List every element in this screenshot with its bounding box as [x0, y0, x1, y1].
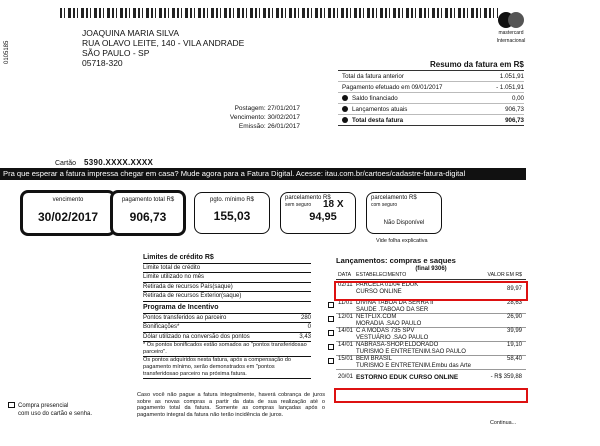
total-payment-box — [110, 190, 186, 236]
receipt-icon — [328, 302, 334, 308]
highlight-installment — [334, 281, 528, 301]
row-date: 11/01 — [338, 300, 353, 306]
summary-label: Saldo financiado — [352, 95, 398, 102]
box-sublabel: sem seguro — [285, 201, 312, 208]
row-value: 89,97 — [506, 286, 522, 292]
table-row — [336, 356, 526, 370]
interest-notice: Caso você não pague a fatura integralmente, haverá cobrança de juros sobre as novas compras a partir da data de sua realização até o pagamento total da fatura. Somente as compras lançadas após o pagamento integral da fatura não terão incidência de juros. — [137, 392, 325, 418]
row-establishment: ESTORNO EDUK CURSO ONLINE — [356, 374, 459, 381]
min-payment-box — [194, 192, 270, 234]
card-final: (final 9306) — [415, 266, 447, 272]
postal-barcode — [60, 8, 498, 18]
table-row — [336, 374, 526, 386]
in-person-purchase-legend — [8, 402, 92, 417]
summary-label: Total da fatura anterior — [342, 73, 404, 80]
bullet-icon — [342, 117, 348, 123]
row-establishment: NABRASA-SHOP.ELDORADO — [356, 342, 439, 348]
shop-sub: com uso do cartão e senha. — [18, 411, 93, 417]
box-label: pgto. mínimo R$ — [209, 197, 255, 203]
incentive-value: 280 — [300, 314, 311, 321]
receipt-icon — [8, 402, 15, 408]
see-explanatory-sheet: Vide folha explicativa — [376, 238, 428, 244]
side-code: 0105185 — [4, 40, 10, 64]
incentive-value: 0 — [307, 324, 311, 330]
row-value: 39,99 — [506, 328, 522, 334]
table-row — [336, 314, 526, 328]
incentive-program — [143, 304, 311, 379]
incentive-row — [143, 323, 311, 333]
issue-date: Emissão: 26/01/2017 — [238, 123, 300, 130]
credit-line: Retirada de recursos Exterior(saque) — [143, 292, 311, 302]
receipt-icon — [328, 330, 334, 336]
row-category: SAUDE .TABOAO DA SER — [356, 307, 429, 313]
summary-value: 0,00 — [511, 95, 524, 102]
incentive-label: Pontos transferidos ao parceiro — [143, 314, 227, 321]
mastercard-logo — [486, 12, 536, 44]
box-label: parcelamento R$ — [285, 195, 331, 201]
row-date: 12/01 — [338, 314, 354, 320]
box-value: Não Disponível — [383, 220, 425, 226]
digital-invoice-banner: Pra que esperar a fatura impressa chegar em casa? Mude agora para a Fatura Digital. Acesse: itau.com.br/cartoes/cadastre-fatura-digital — [0, 168, 526, 180]
table-row — [336, 328, 526, 342]
row-category: TURISMO E ENTRETENIM.Embu das Arte — [356, 363, 472, 369]
box-label: vencimento — [52, 197, 84, 203]
summary-label: Lançamentos atuais — [352, 106, 408, 113]
summary-label: Pagamento efetuado em 09/01/2017 — [342, 84, 443, 91]
incentive-note: Os pontos adquiridos nesta fatura, após a compensação do pagamento mínimo, serão demonstrados em "pontos transferidosao parceiro na próxima fatura. — [143, 357, 311, 379]
brand-name: mastercard — [498, 30, 524, 36]
col-value: VALOR EM R$ — [487, 272, 522, 278]
box-label: parcelamento R$ — [371, 195, 417, 201]
incentive-row — [143, 314, 311, 324]
summary-total-row — [338, 115, 524, 126]
summary-row — [338, 93, 524, 104]
incentive-label: Bonificações* — [143, 324, 180, 330]
row-value: 58,40 — [506, 356, 522, 362]
summary-row — [338, 82, 524, 93]
table-row — [336, 342, 526, 356]
address-line: JOAQUINA MARIA SILVA — [82, 28, 179, 38]
box-label: pagamento total R$ — [121, 197, 175, 203]
incentive-note: * Os pontos bonificados estão somados ao "pontos transferidosao parceiro". — [143, 342, 311, 357]
incentive-row — [143, 333, 311, 343]
credit-title: Limites de crédito R$ — [143, 254, 311, 264]
address-line: 05718-320 — [82, 58, 123, 68]
row-value: 19,10 — [506, 342, 522, 348]
shop-title: Compra presencial — [18, 403, 69, 409]
row-establishment: NETFLIX.COM — [356, 314, 397, 320]
credit-line: Limite utilizado no mês — [143, 273, 311, 283]
col-establishment: ESTABELECIMENTO — [356, 272, 407, 278]
continues-label: Continua... — [490, 420, 517, 426]
box-sublabel: com seguro — [371, 201, 398, 208]
summary-value: 906,73 — [505, 106, 524, 113]
incentive-label: Dólar utilizado na conversão dos pontos — [143, 333, 250, 340]
row-value: 28,63 — [506, 300, 522, 306]
row-category: MORADIA .SAO PAULO — [356, 321, 422, 327]
address-line: RUA OLAVO LEITE, 140 - VILA ANDRADE — [82, 38, 245, 48]
receipt-icon — [328, 358, 334, 364]
receipt-icon — [328, 344, 334, 350]
row-value: - R$ 359,88 — [490, 374, 522, 380]
credit-line: Retirada de recursos País(saque) — [143, 283, 311, 293]
box-value: 906,73 — [129, 210, 167, 224]
row-category: CURSO ONLINE — [356, 289, 402, 295]
launches-header — [336, 256, 526, 280]
summary-table — [338, 70, 524, 126]
summary-row — [338, 71, 524, 82]
box-value: 155,03 — [213, 209, 251, 223]
address-line: SÃO PAULO - SP — [82, 48, 150, 58]
receipt-icon — [328, 316, 334, 322]
launches-title: Lançamentos: compras e saques — [336, 256, 456, 265]
summary-value: 1.051,91 — [499, 73, 524, 80]
card-number-value: 5390.XXXX.XXXX — [83, 158, 154, 167]
row-date: 20/01 — [338, 374, 354, 380]
incentive-value: 3,43 — [299, 333, 311, 340]
card-number — [55, 158, 153, 167]
incentive-title: Programa de Incentivo — [143, 304, 311, 314]
installment-with-insurance-box — [366, 192, 442, 234]
brand-sub: Internacional — [496, 38, 526, 44]
row-date: 14/01 — [338, 328, 354, 334]
row-establishment: C A MODAS 735 SPV — [356, 328, 415, 334]
recipient-address — [82, 28, 244, 68]
due-date-box — [20, 190, 116, 236]
summary-title: Resumo da fatura em R$ — [430, 60, 524, 69]
row-date: 14/01 — [338, 342, 354, 348]
row-date: 02/11 — [338, 282, 353, 288]
row-category: TURISMO E ENTRETENIM.SAO PAULO — [356, 349, 466, 355]
bullet-icon — [342, 106, 348, 112]
postage-date: Postagem: 27/01/2017 — [234, 105, 300, 112]
summary-row — [338, 104, 524, 115]
mastercard-circles-icon — [498, 12, 524, 28]
installment-count: 18 X — [323, 199, 344, 210]
card-label: Cartão — [55, 160, 77, 167]
row-establishment: DIVINA TABOA DA SERRA II — [356, 300, 434, 306]
statement-dates — [190, 104, 300, 131]
bullet-icon — [342, 95, 348, 101]
row-value: 26,90 — [506, 314, 522, 320]
box-value: 30/02/2017 — [37, 210, 99, 224]
credit-limits — [143, 254, 311, 302]
row-establishment: PARCELA 01/04 EDUK — [356, 282, 419, 288]
due-date: Vencimento: 30/02/2017 — [229, 114, 300, 121]
table-row — [336, 300, 526, 314]
summary-value: 906,73 — [505, 117, 524, 124]
summary-value: - 1.051,91 — [496, 84, 524, 91]
summary-label: Total desta fatura — [352, 117, 404, 124]
col-date: DATA — [338, 272, 352, 278]
highlight-refund — [334, 388, 528, 403]
row-establishment: BEM BRASIL — [356, 356, 393, 362]
row-date: 15/01 — [338, 356, 354, 362]
box-value: 94,95 — [309, 211, 337, 223]
credit-line: Limite total de crédito — [143, 264, 311, 274]
installment-no-insurance-box — [280, 192, 356, 234]
row-category: VESTUÁRIO .SAO PAULO — [356, 335, 429, 341]
